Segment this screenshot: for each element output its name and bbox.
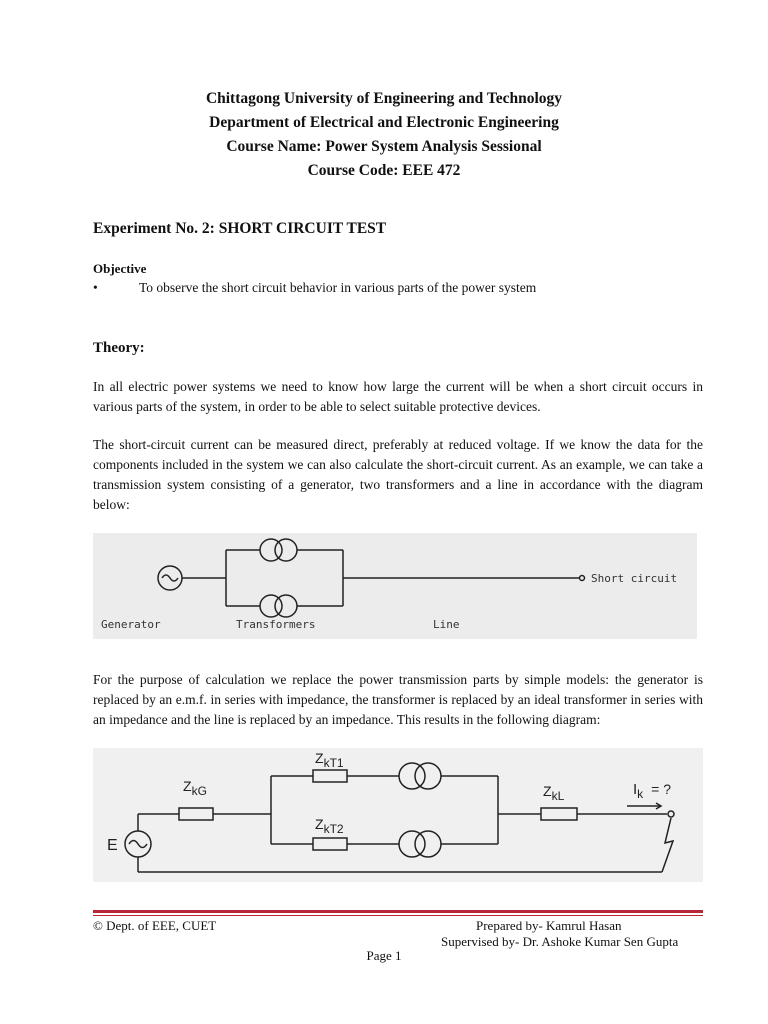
- emf-label: E: [107, 837, 118, 854]
- course-name: Course Name: Power System Analysis Sessional: [226, 138, 542, 155]
- theory-paragraph-1: In all electric power systems we need to know how large the current will be when a short circuit occurs in various parts of the system, in order to be able to select suitable protective devices.: [93, 379, 703, 414]
- ik-label: $I_k$ = ?: [633, 781, 672, 801]
- short-circuit-label: Short circuit: [591, 572, 678, 585]
- bullet: •: [93, 280, 98, 295]
- impedance-zkg: [179, 808, 213, 820]
- department-name: Department of Electrical and Electronic Engineering: [209, 114, 559, 131]
- impedance-zkt2: [313, 838, 347, 850]
- objective-text: To observe the short circuit behavior in various parts of the power system: [139, 280, 537, 295]
- footer-copyright: © Dept. of EEE, CUET: [93, 918, 217, 933]
- ac-wave-icon: [162, 575, 178, 581]
- ideal-transformer-1-icon: [399, 763, 425, 789]
- equivalent-circuit-diagram: [93, 748, 703, 882]
- zkt1-label: ZkT1: [315, 750, 344, 770]
- equivalent-circuit-svg: [93, 748, 703, 882]
- footer-rule-thin: [93, 915, 703, 916]
- zkt2-label: ZkT2: [315, 816, 344, 836]
- document-header: [0, 87, 768, 183]
- experiment-title: Experiment No. 2: SHORT CIRCUIT TEST: [93, 220, 387, 237]
- fault-terminal: [668, 811, 674, 817]
- footer-prepared-by: Prepared by- Kamrul Hasan: [476, 918, 622, 933]
- ac-wave-icon: [129, 841, 147, 848]
- footer-supervised-by: Supervised by- Dr. Ashoke Kumar Sen Gupta: [441, 934, 679, 949]
- generator-label: Generator: [101, 618, 161, 631]
- university-name: Chittagong University of Engineering and Technology: [205, 90, 563, 107]
- page-number: Page 1: [366, 948, 402, 963]
- zkg-label: ZkG: [183, 778, 207, 798]
- impedance-zkl: [541, 808, 577, 820]
- objective-item: [93, 280, 536, 296]
- system-diagram-svg: [93, 533, 697, 639]
- theory-paragraph-2: The short-circuit current can be measured direct, preferably at reduced voltage. If we know the data for the components included in the system we can also calculate the short-circuit current. As an example, we can take a transmission system consisting of a generator, two transformers and a line in accordance with the diagram below:: [93, 437, 703, 512]
- ideal-transformer-2-icon: [399, 831, 425, 857]
- footer-rule: [93, 910, 703, 913]
- course-code: Course Code: EEE 472: [307, 162, 461, 179]
- line-label: Line: [433, 618, 460, 631]
- impedance-zkt1: [313, 770, 347, 782]
- zkl-label: ZkL: [543, 783, 565, 803]
- theory-paragraph-3: For the purpose of calculation we replace the power transmission parts by simple models: the generator is replaced by an e.m.f. in series with impedance, the transformer is replaced by an ideal transformer in series with an impedance and the line is replaced by an impedance. This results in the following diagram:: [93, 672, 703, 727]
- transformers-label: Transformers: [236, 618, 316, 631]
- theory-heading: Theory:: [93, 340, 145, 356]
- fault-bolt-icon: [662, 818, 673, 872]
- short-circuit-terminal: [580, 576, 585, 581]
- system-diagram: [93, 533, 697, 639]
- objective-heading: Objective: [93, 261, 147, 276]
